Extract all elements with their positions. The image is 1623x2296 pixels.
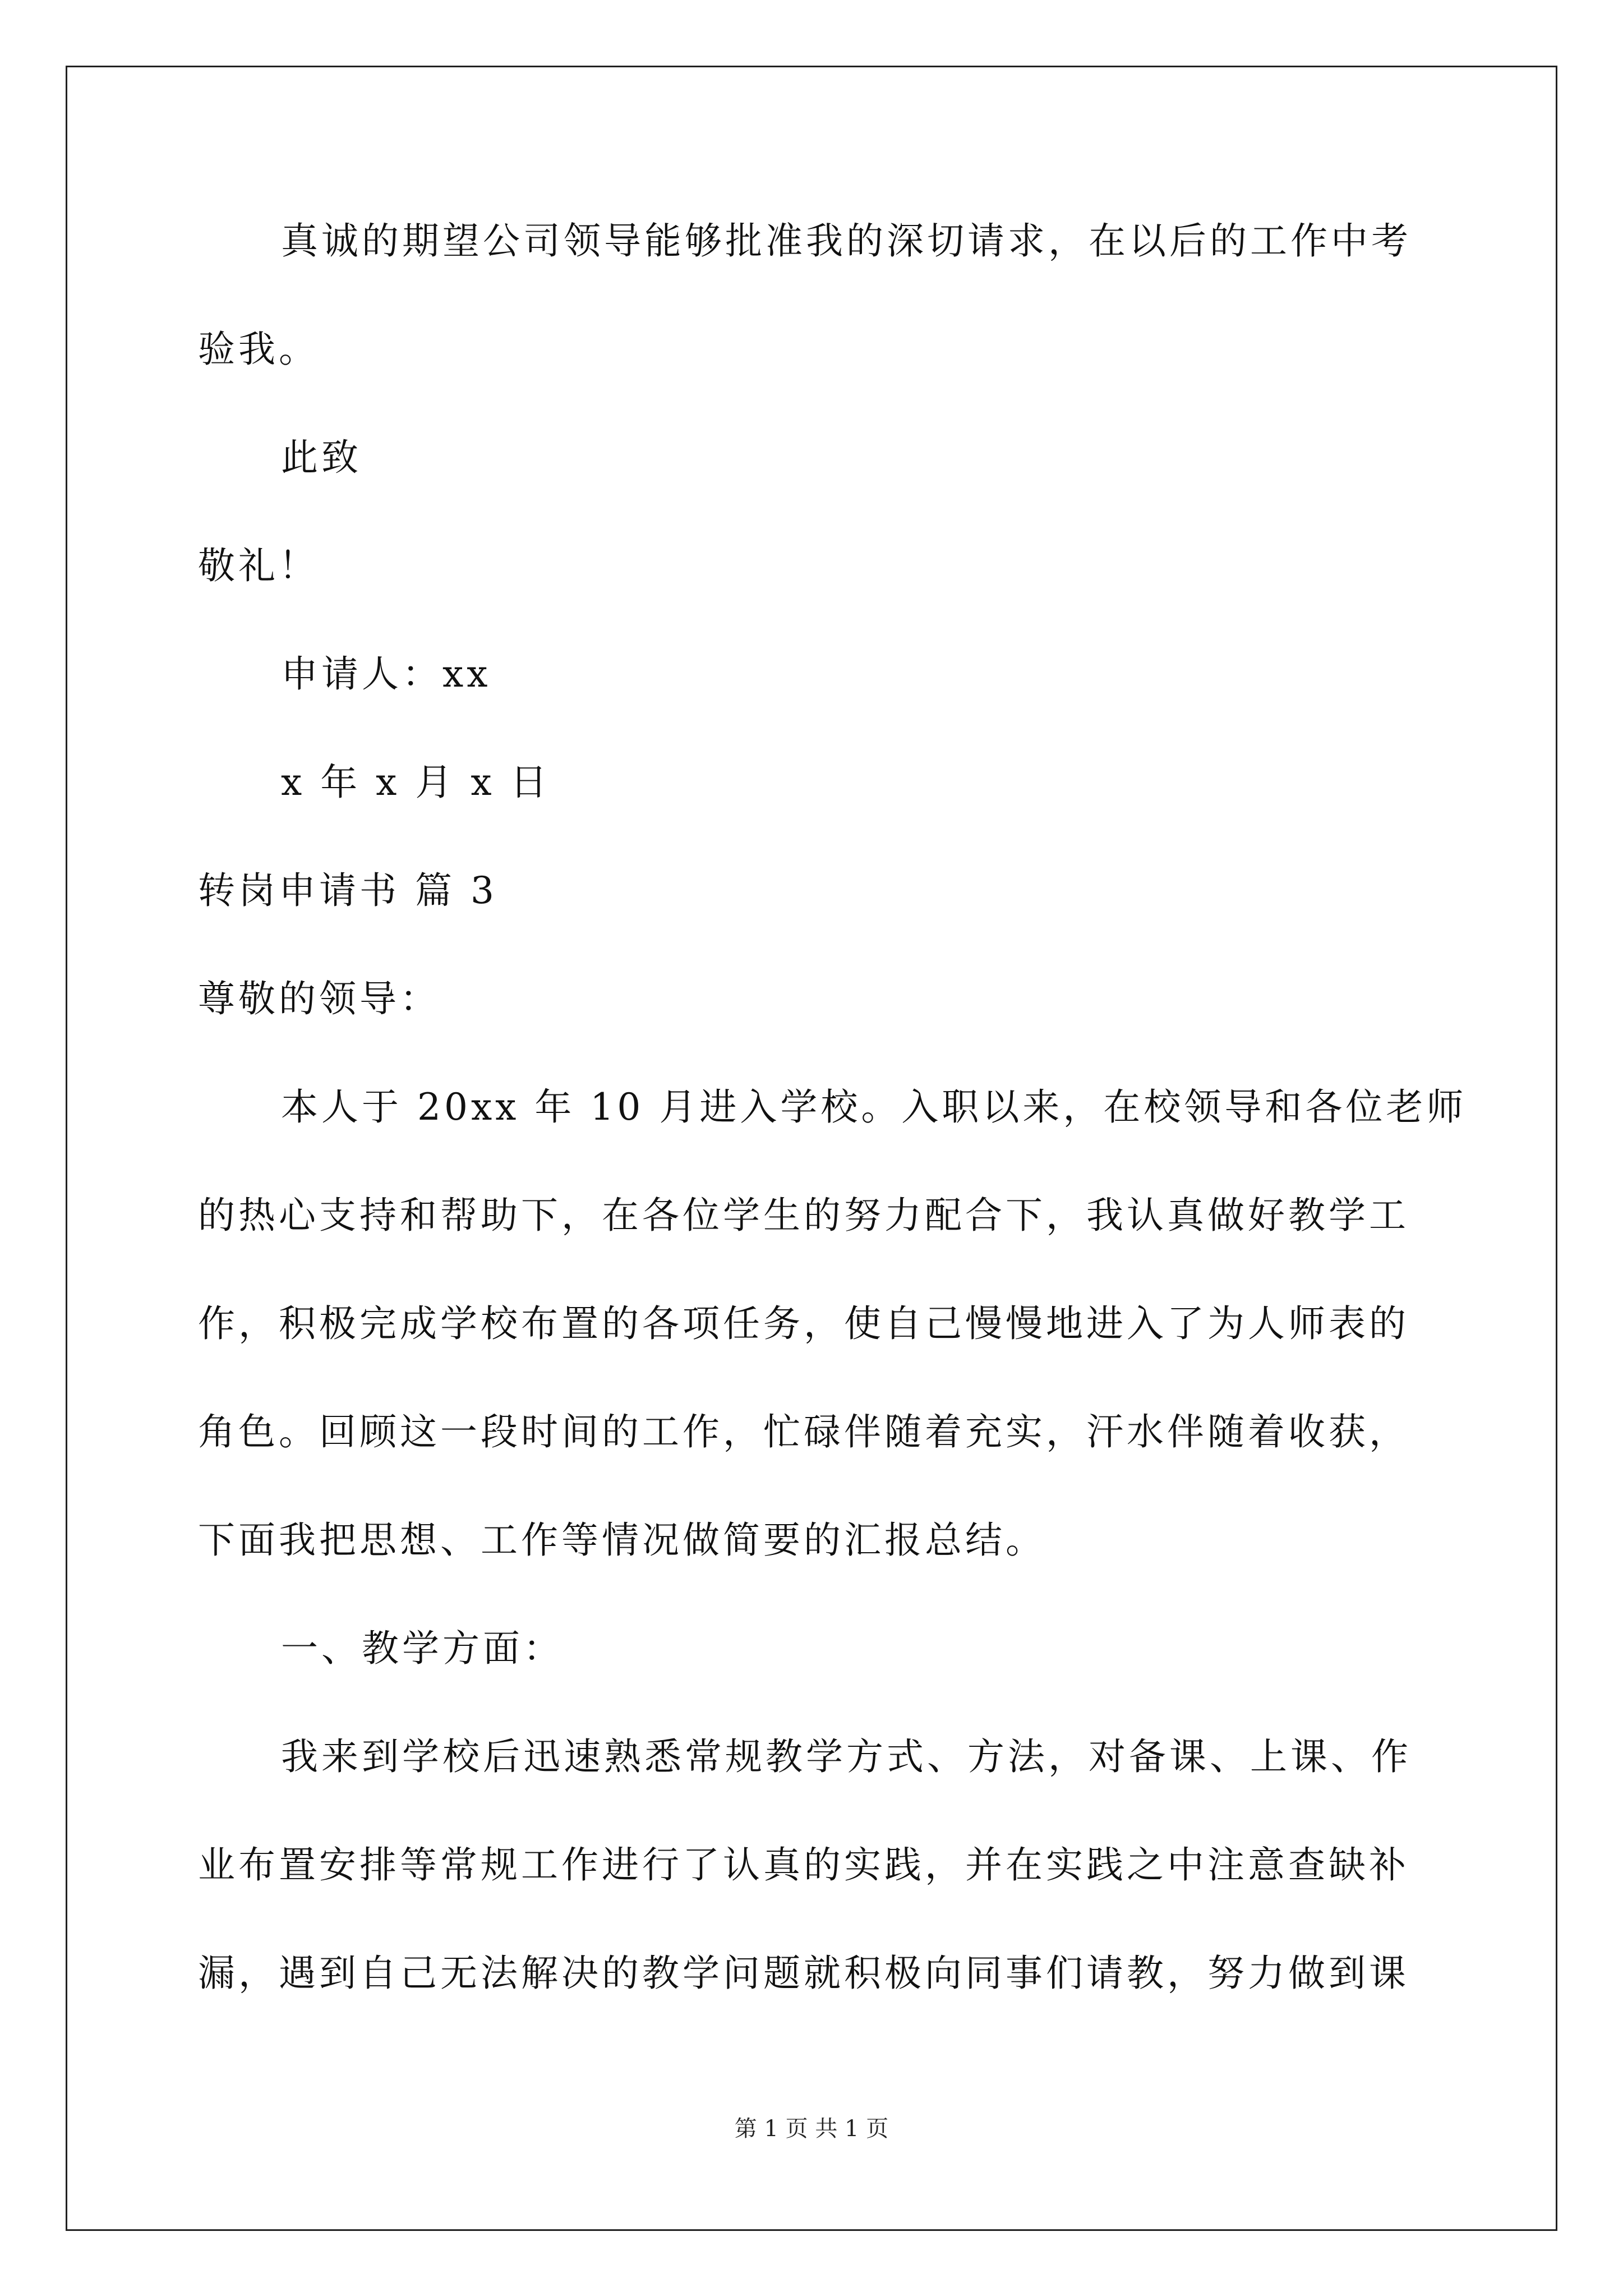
paragraph-line: 角色。回顾这一段时间的工作，忙碌伴随着充实，汗水伴随着收获，: [198, 1410, 1409, 1453]
closing-salutation: 此致: [281, 436, 362, 479]
subsection-heading: 一、教学方面：: [281, 1627, 564, 1670]
paragraph-line: 本人于 20xx 年 10 月进入学校。入职以来，在校领导和各位老师: [281, 1085, 1467, 1129]
paragraph-line: 真诚的期望公司领导能够批准我的深切请求，在以后的工作中考: [281, 219, 1412, 263]
letter-greeting: 尊敬的领导：: [198, 977, 440, 1020]
paragraph-line: 验我。: [198, 328, 319, 371]
section-heading: 转岗申请书 篇 3: [198, 869, 497, 912]
paragraph-line: 我来到学校后迅速熟悉常规教学方式、方法，对备课、上课、作: [281, 1735, 1412, 1778]
paragraph-line: 漏，遇到自己无法解决的教学问题就积极向同事们请教，努力做到课: [198, 1952, 1409, 1995]
page-number-footer: 第 1 页 共 1 页: [734, 2116, 889, 2142]
page-border: [66, 66, 1557, 2231]
paragraph-line: 的热心支持和帮助下，在各位学生的努力配合下，我认真做好教学工: [198, 1194, 1409, 1237]
paragraph-line: 下面我把思想、工作等情况做简要的汇报总结。: [198, 1519, 1046, 1562]
signature-date: x 年 x 月 x 日: [281, 761, 551, 804]
closing-regards: 敬礼！: [198, 544, 319, 587]
applicant-signature: 申请人：xx: [281, 652, 491, 696]
paragraph-line: 作，积极完成学校布置的各项任务，使自己慢慢地进入了为人师表的: [198, 1302, 1409, 1345]
paragraph-line: 业布置安排等常规工作进行了认真的实践，并在实践之中注意查缺补: [198, 1843, 1409, 1887]
